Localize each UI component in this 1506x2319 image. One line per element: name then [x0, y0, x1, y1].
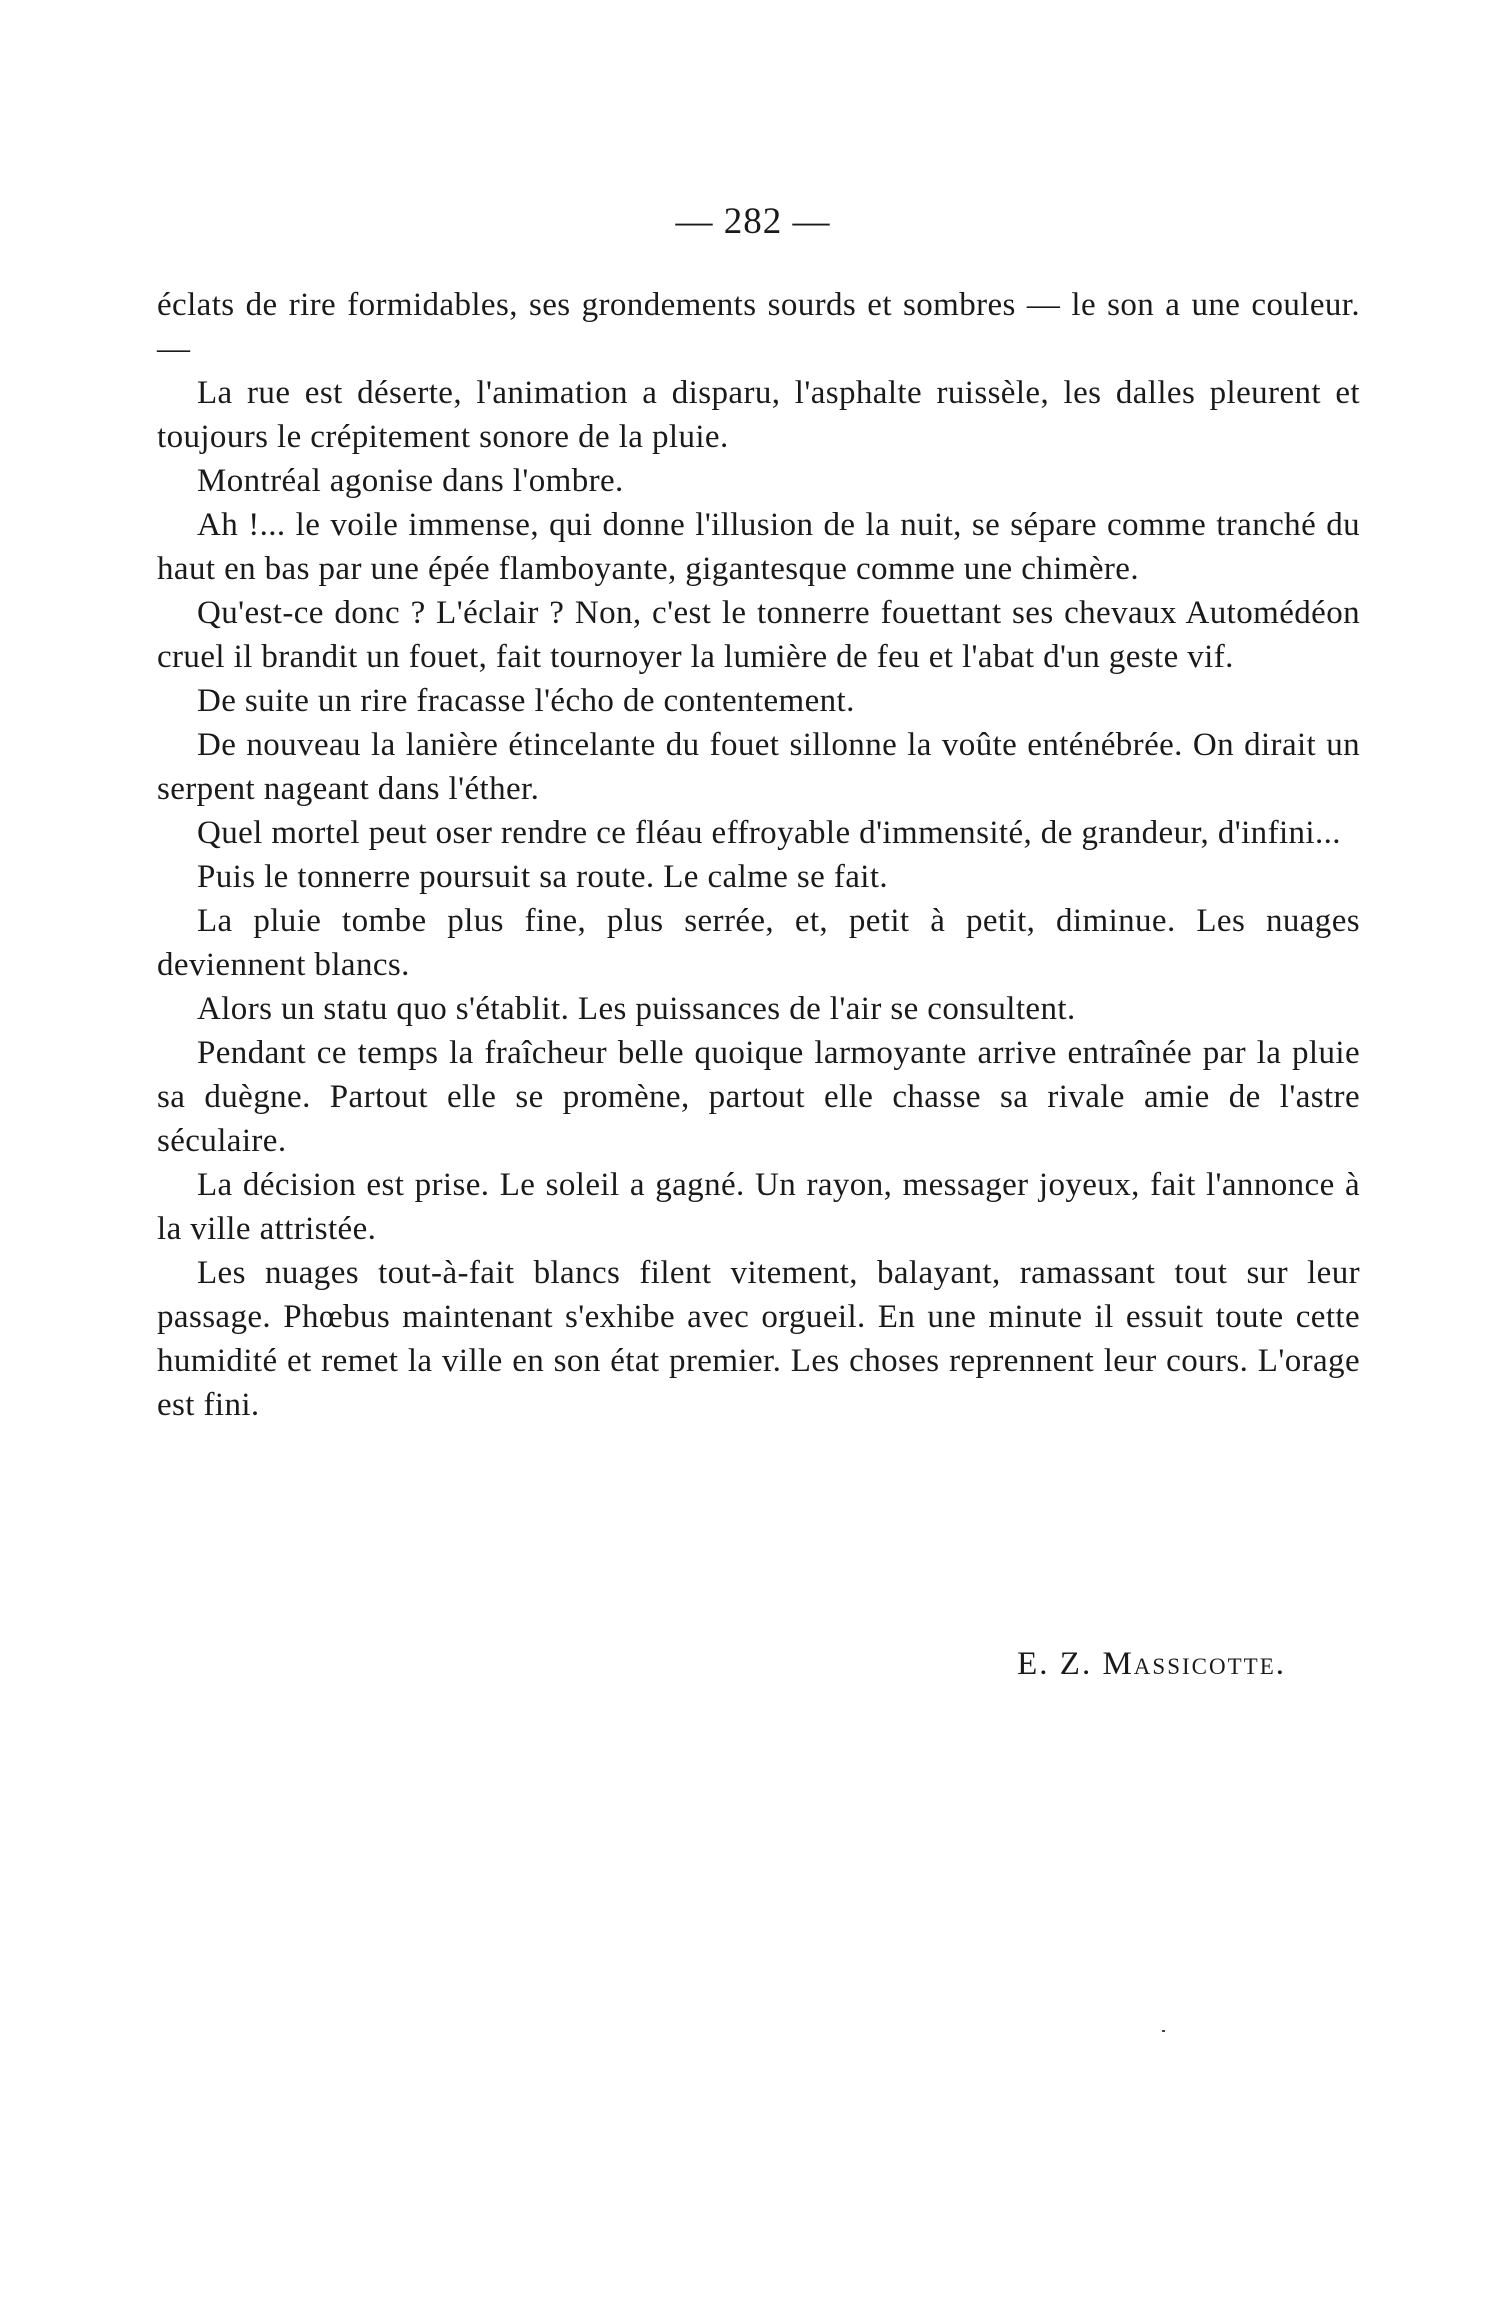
- body-text: [157, 283, 1360, 1427]
- paragraph: Montréal agonise dans l'ombre.: [197, 463, 624, 499]
- paragraph: Pendant ce temps la fraîcheur belle quoique larmoyante arrive entraînée par la pluie sa duègne. Partout elle se promène, partout elle chasse sa rivale amie de l'astre séculaire.: [157, 1035, 1360, 1159]
- paragraph: La pluie tombe plus fine, plus serrée, et, petit à petit, diminue. Les nuages deviennent blancs.: [157, 903, 1360, 983]
- paragraph: De suite un rire fracasse l'écho de contentement.: [197, 683, 855, 719]
- paragraph: De nouveau la lanière étincelante du fouet sillonne la voûte enténébrée. On dirait un serpent nageant dans l'éther.: [157, 727, 1360, 807]
- paragraph: La décision est prise. Le soleil a gagné. Un rayon, messager joyeux, fait l'annonce à la ville attristée.: [157, 1167, 1360, 1247]
- paragraph: Ah !... le voile immense, qui donne l'illusion de la nuit, se sépare comme tranché du haut en bas par une épée flamboyante, gigantesque comme une chimère.: [157, 507, 1360, 587]
- paragraph: Qu'est-ce donc ? L'éclair ? Non, c'est le tonnerre fouettant ses chevaux Automédéon cruel il brandit un fouet, fait tournoyer la lumière de feu et l'abat d'un geste vif.: [157, 595, 1360, 675]
- paragraph: éclats de rire formidables, ses grondements sourds et sombres — le son a une couleur. —: [157, 287, 1360, 367]
- paragraph: Alors un statu quo s'établit. Les puissances de l'air se consultent.: [197, 991, 1076, 1027]
- print-speck: [1162, 2030, 1165, 2032]
- page-number: — 282 —: [675, 201, 831, 242]
- paragraph: Puis le tonnerre poursuit sa route. Le calme se fait.: [197, 859, 889, 895]
- paragraph: Quel mortel peut oser rendre ce fléau effroyable d'immensité, de grandeur, d'infini...: [197, 815, 1341, 851]
- author-signature: E. Z. Massicotte.: [1017, 1646, 1286, 1682]
- paragraph: La rue est déserte, l'animation a disparu, l'asphalte ruissèle, les dalles pleurent et toujours le crépitement sonore de la pluie.: [157, 375, 1360, 455]
- paragraph: Les nuages tout-à-fait blancs filent vitement, balayant, ramassant tout sur leur passage. Phœbus maintenant s'exhibe avec orgueil. En une minute il essuit toute cette humidité et remet la ville en son état premier. Les choses reprennent leur cours. L'orage est fini.: [157, 1255, 1360, 1423]
